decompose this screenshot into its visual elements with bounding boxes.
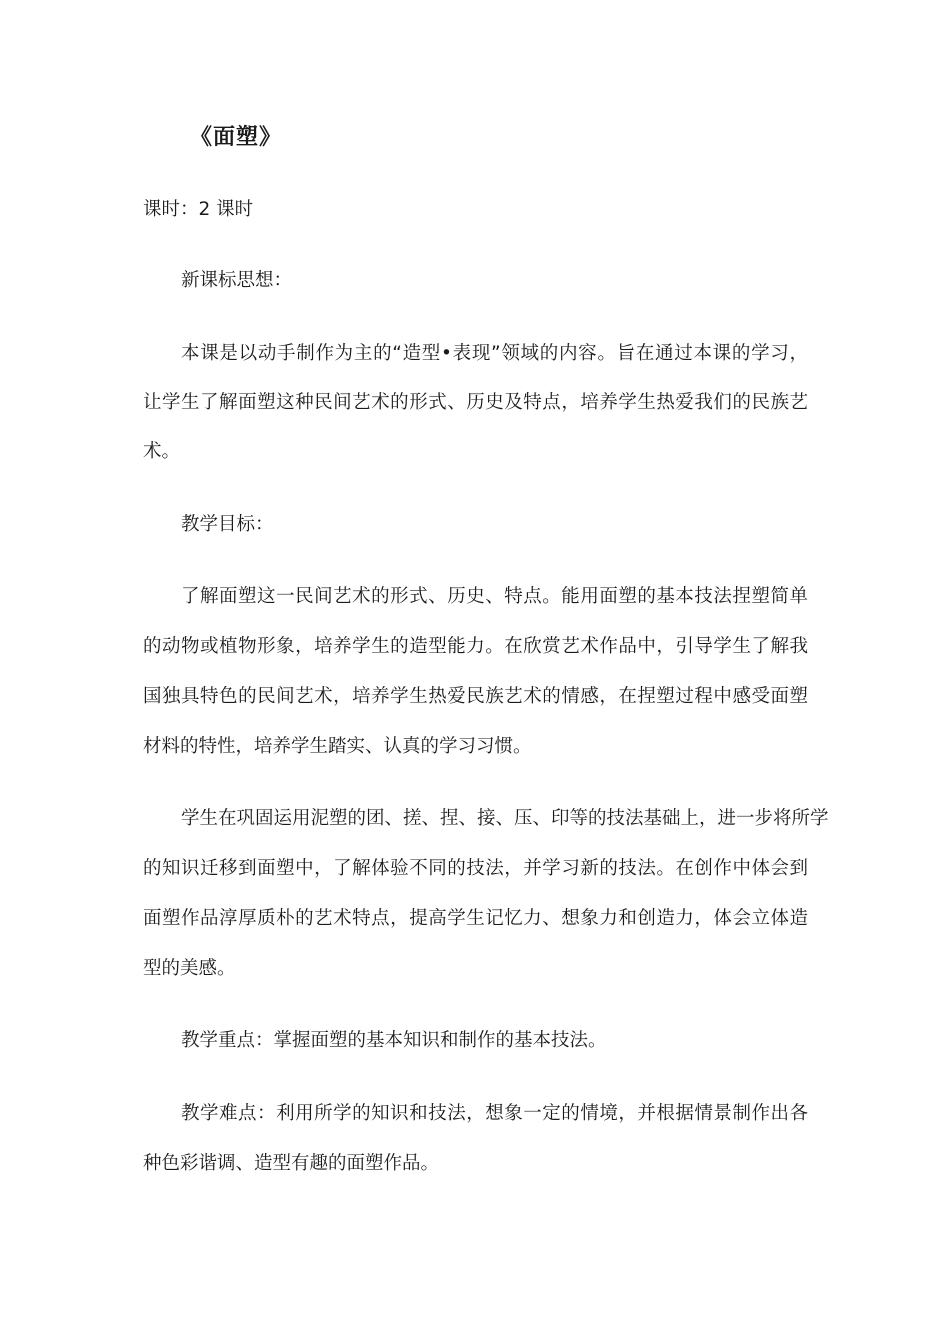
paragraph-line: 教学难点：利用所学的知识和技法，想象一定的情境，并根据情景制作出各 bbox=[181, 1103, 808, 1124]
paragraph-line: 了解面塑这一民间艺术的形式、历史、特点。能用面塑的基本技法捏塑简单 bbox=[181, 586, 808, 607]
curriculum-heading: 新课标思想： bbox=[181, 270, 293, 291]
paragraph-line: 面塑作品淳厚质朴的艺术特点，提高学生记忆力、想象力和创造力，体会立体造 bbox=[143, 908, 808, 929]
paragraph-line: 的动物或植物形象，培养学生的造型能力。在欣赏艺术作品中，引导学生了解我 bbox=[143, 636, 808, 657]
paragraph-line: 学生在巩固运用泥塑的团、搓、捏、接、压、印等的技法基础上，进一步将所学 bbox=[181, 808, 829, 829]
document-title: 《面塑》 bbox=[190, 125, 283, 150]
paragraph-line: 让学生了解面塑这种民间艺术的形式、历史及特点，培养学生热爱我们的民族艺 bbox=[143, 392, 808, 413]
class-hours: 课时：2 课时 bbox=[143, 199, 254, 220]
goals-heading: 教学目标： bbox=[181, 514, 274, 535]
paragraph-line: 本课是以动手制作为主的“造型•表现”领域的内容。旨在通过本课的学习， bbox=[181, 343, 808, 364]
paragraph-line: 材料的特性，培养学生踏实、认真的学习习惯。 bbox=[143, 736, 532, 757]
paragraph-line: 种色彩谐调、造型有趣的面塑作品。 bbox=[143, 1153, 440, 1174]
paragraph-line: 的知识迁移到面塑中，了解体验不同的技法，并学习新的技法。在创作中体会到 bbox=[143, 858, 808, 879]
paragraph-line: 国独具特色的民间艺术，培养学生热爱民族艺术的情感，在捏塑过程中感受面塑 bbox=[143, 686, 808, 707]
paragraph-line: 术。 bbox=[143, 441, 181, 462]
key-point: 教学重点：掌握面塑的基本知识和制作的基本技法。 bbox=[181, 1030, 607, 1051]
paragraph-line: 型的美感。 bbox=[143, 958, 236, 979]
